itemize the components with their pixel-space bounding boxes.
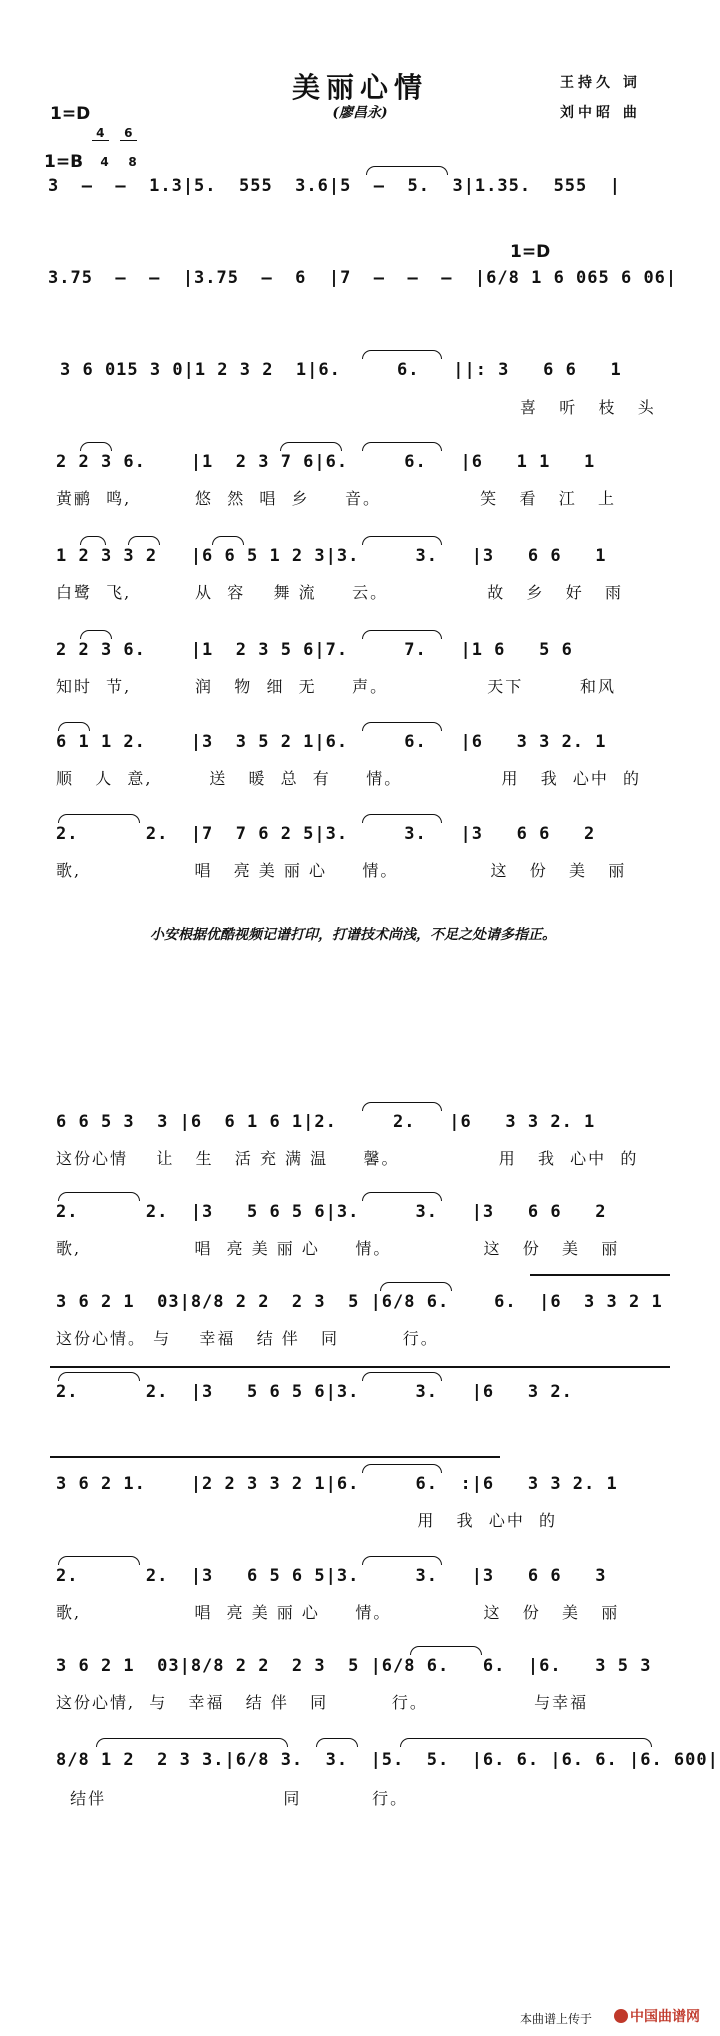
lyric-line-14: 歌, 唱 亮 美 丽 心 情。 这 份 美 丽 [56, 1603, 620, 1622]
site-logo-icon [614, 2009, 628, 2023]
tie [58, 1192, 140, 1201]
tie [380, 1282, 452, 1291]
key-change-d: 1=D [510, 242, 551, 262]
site-name[interactable]: 中国曲谱网 [630, 2009, 700, 2025]
tie [400, 1738, 652, 1747]
volta-bracket [50, 1456, 500, 1458]
meter-a-bottom: 4 [100, 155, 109, 169]
tie [362, 1372, 442, 1381]
score-line-15: 3 6 2 1 03|8/8 2 2 2 3 5 |6/8 6. 6. |6. 3 5 3 [56, 1656, 652, 1676]
score-line-1: 3 – – 1.3|5. 555 3.6|5 – 5. 3|1.35. 555 | [48, 176, 621, 196]
tie [366, 166, 448, 175]
slur [212, 536, 244, 545]
meter-b-top: 6 [120, 126, 137, 141]
lyric-line-6: 知时 节, 润 物 细 无 声。 天下 和风 [56, 677, 616, 696]
key-change-b: 1=B [44, 152, 84, 172]
tie [362, 442, 442, 451]
meter-a-top: 4 [92, 126, 109, 141]
lyric-line-11: 这份心情。 与 幸福 结 伴 同 行。 [56, 1329, 439, 1348]
slur [96, 1738, 288, 1747]
tie [58, 1372, 140, 1381]
score-line-5: 1 2 3 3 2 |6 6 5 1 2 3|3. 3. |3 6 6 1 [56, 546, 607, 566]
volta-bracket [50, 1366, 670, 1368]
lyric-line-10: 歌, 唱 亮 美 丽 心 情。 这 份 美 丽 [56, 1239, 620, 1258]
score-line-9: 6 6 5 3 3 |6 6 1 6 1|2. 2. |6 3 3 2. 1 [56, 1112, 596, 1132]
score-line-8: 2. 2. |7 7 6 2 5|3. 3. |3 6 6 2 [56, 824, 596, 844]
score-line-14: 2. 2. |3 6 5 6 5|3. 3. |3 6 6 3 [56, 1566, 607, 1586]
lyricist-credit: 王持久 词 [560, 75, 641, 91]
slur [280, 442, 342, 451]
lyric-line-3: 喜 听 枝 头 [520, 398, 656, 417]
score-line-3: 3 6 015 3 0|1 2 3 2 1|6. 6. ||: 3 6 6 1 [60, 360, 622, 380]
score-line-12: 2. 2. |3 5 6 5 6|3. 3. |6 3 2. [56, 1382, 573, 1402]
tie [362, 536, 442, 545]
tie [58, 1556, 140, 1565]
tie [362, 630, 442, 639]
time-signature-6-8 [120, 98, 137, 169]
tie [58, 814, 140, 823]
score-line-2: 3.75 – – |3.75 – 6 |7 – – – |6/8 1 6 065 6 06| [48, 268, 678, 288]
meter-b-bottom: 8 [128, 155, 137, 169]
page-title: 美丽心情 [291, 71, 428, 104]
score-line-10: 2. 2. |3 5 6 5 6|3. 3. |3 6 6 2 [56, 1202, 607, 1222]
tie [362, 350, 442, 359]
lyric-line-15: 这份心情, 与 幸福 结 伴 同 行。 与幸福 [56, 1693, 589, 1712]
lyric-line-5: 白鹭 飞, 从 容 舞 流 云。 故 乡 好 雨 [56, 583, 624, 602]
lyric-line-4: 黄鹂 鸣, 悠 然 唱 乡 音。 笑 看 江 上 [56, 489, 616, 508]
tie [362, 814, 442, 823]
score-line-6: 2 2 3 6. |1 2 3 5 6|7. 7. |1 6 5 6 [56, 640, 573, 660]
singer-name: (廖昌永) [332, 105, 388, 121]
composer-credit: 刘中昭 曲 [560, 105, 641, 121]
score-line-11: 3 6 2 1 03|8/8 2 2 2 3 5 |6/8 6. 6. |6 3 3 2 1 [56, 1292, 663, 1312]
slur [80, 630, 112, 639]
tie [362, 1102, 442, 1111]
tie [316, 1738, 358, 1747]
tie [362, 722, 442, 731]
score-line-7: 6 1 1 2. |3 3 5 2 1|6. 6. |6 3 3 2. 1 [56, 732, 607, 752]
key-signature: 1=D [50, 104, 91, 124]
lyric-line-13: 用 我 心中 的 [56, 1511, 557, 1530]
volta-bracket [530, 1274, 670, 1276]
tie [410, 1646, 482, 1655]
slur [58, 722, 90, 731]
score-line-16: 8/8 1 2 2 3 3.|6/8 3. 3. |5. 5. |6. 6. |6. 6. |6. 600| [56, 1750, 719, 1770]
tie [362, 1192, 442, 1201]
tie [362, 1464, 442, 1473]
lyric-line-7: 顺 人 意, 送 暖 总 有 情。 用 我 心中 的 [56, 769, 642, 788]
upload-note: 本曲谱上传于 [520, 2012, 593, 2026]
slur [80, 442, 112, 451]
score-line-13: 3 6 2 1. |2 2 3 3 2 1|6. 6. :|6 3 3 2. 1 [56, 1474, 618, 1494]
transcriber-note: 小安根据优酷视频记谱打印，打谱技术尚浅，不足之处请多指正。 [150, 927, 556, 943]
lyric-line-8: 歌, 唱 亮 美 丽 心 情。 这 份 美 丽 [56, 861, 627, 880]
slur [128, 536, 160, 545]
time-signature-4-4 [92, 98, 109, 169]
lyric-line-9: 这份心情 让 生 活 充 满 温 馨。 用 我 心中 的 [56, 1149, 639, 1168]
slur [80, 536, 106, 545]
score-line-4: 2 2 3 6. |1 2 3 7 6|6. 6. |6 1 1 1 [56, 452, 596, 472]
lyric-line-16: 结伴 同 行。 [56, 1789, 409, 1808]
tie [362, 1556, 442, 1565]
